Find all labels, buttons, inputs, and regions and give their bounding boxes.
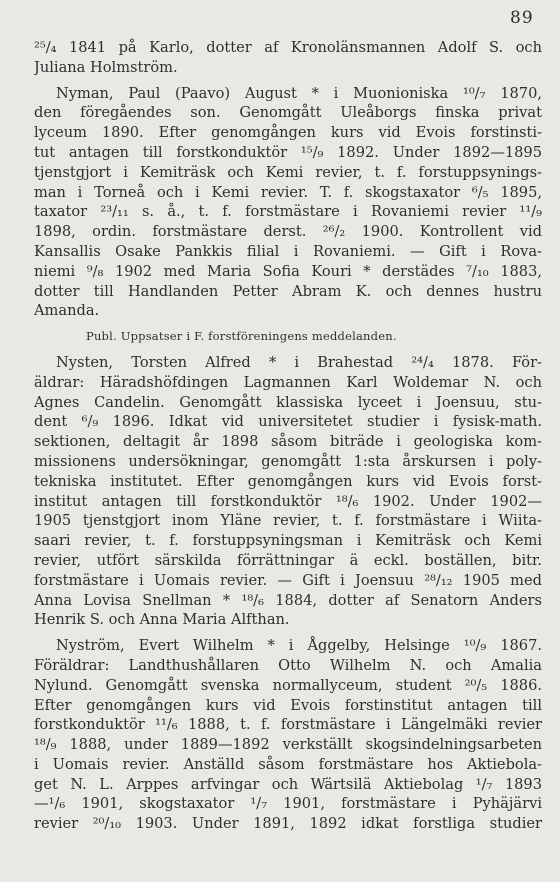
text-line: Efter genomgången kurs vid Evois forstinstitut antagen till [34,696,542,714]
text-line: dent ⁶/₉ 1896. Idkat vid universitetet studier i fysisk-math. [34,413,542,431]
text-line: dotter till Handlanden Petter Abram K. och dennes hustru [34,282,542,300]
text-line: Nysten, Torsten Alfred * i Brahestad ²⁴/₄ 1878. För- [56,353,542,371]
text-line: forstmästare i Uomais revier. — Gift i Joensuu ²⁸/₁₂ 1905 med [34,571,542,589]
text-line: missionens undersökningar, genomgått 1:sta årskursen i poly- [34,452,542,470]
text-line: Anna Lovisa Snellman * ¹⁸/₆ 1884, dotter af Senatorn Anders [34,591,542,609]
text-line: Nyman, Paul (Paavo) August * i Muonioniska ¹⁰/₇ 1870, [56,84,542,102]
publication-note: Publ. Uppsatser i F. forstföreningens meddelanden. [86,329,397,344]
page-number: 89 [510,8,534,28]
text-line: get N. L. Arppes arfvingar och Wärtsilä Aktiebolag ¹/₇ 1893 [34,775,542,793]
text-line: Juliana Holmström. [34,58,178,76]
text-line: Agnes Candelin. Genomgått klassiska lyceet i Joensuu, stu- [34,393,542,411]
text-line: den föregåendes son. Genomgått Uleåborgs finska privat [34,104,542,122]
text-line: niemi ⁹/₈ 1902 med Maria Sofia Kouri * derstädes ⁷/₁₀ 1883, [34,262,542,280]
text-line: lyceum 1890. Efter genomgången kurs vid Evois forstinsti- [34,124,542,142]
text-line: revier ²⁰/₁₀ 1903. Under 1891, 1892 idkat forstliga studier [34,815,542,833]
text-line: tjenstgjort i Kemiträsk och Kemi revier, t. f. forstuppsynings- [34,163,542,181]
text-line: Amanda. [34,302,100,320]
text-line: Nyström, Evert Wilhelm * i Åggelby, Helsinge ¹⁰/₉ 1867. [56,637,542,655]
text-line: tekniska institutet. Efter genomgången kurs vid Evois forst- [34,472,542,490]
text-line: Henrik S. och Anna Maria Alfthan. [34,611,290,629]
text-line: forstkonduktör ¹¹/₆ 1888, t. f. forstmästare i Längelmäki revier [34,716,542,734]
text-line: äldrar: Häradshöfdingen Lagmannen Karl Woldemar N. och [34,373,542,391]
text-line: Nylund. Genomgått svenska normallyceum, student ²⁰/₅ 1886. [34,676,542,694]
text-line: revier, utfört särskilda förrättningar ä eckl. boställen, bitr. [34,551,542,569]
text-line: ¹⁸/₉ 1888, under 1889—1892 verkställt skogsindelningsarbeten [34,736,542,754]
text-line: Kansallis Osake Pankkis filial i Rovaniemi. — Gift i Rova- [34,242,542,260]
body-text [34,38,542,834]
text-line: man i Torneå och i Kemi revier. T. f. skogstaxator ⁶/₅ 1895, [34,183,542,201]
text-line: —¹/₆ 1901, skogstaxator ¹/₇ 1901, forstmästare i Pyhäjärvi [34,795,542,813]
text-line: 1898, ordin. forstmästare derst. ²⁶/₂ 1900. Kontrollent vid [34,223,542,241]
text-line: i Uomais revier. Anställd såsom forstmästare hos Aktiebola- [34,755,542,773]
text-line: 1905 tjenstgjort inom Yläne revier, t. f. forstmästare i Wiita- [34,512,542,530]
text-line: taxator ²³/₁₁ s. å., t. f. forstmästare i Rovaniemi revier ¹¹/₉ [34,203,542,221]
text-line: tut antagen till forstkonduktör ¹⁵/₉ 1892. Under 1892—1895 [34,143,542,161]
text-line: Föräldrar: Landthushållaren Otto Wilhelm N. och Amalia [34,656,542,674]
text-line: sektionen, deltagit år 1898 såsom biträde i geologiska kom- [34,433,542,451]
text-line: institut antagen till forstkonduktör ¹⁸/₆ 1902. Under 1902— [34,492,542,510]
text-line: ²⁵/₄ 1841 på Karlo, dotter af Kronolänsmannen Adolf S. och [34,39,542,56]
text-line: saari revier, t. f. forstuppsyningsman i Kemiträsk och Kemi [34,532,542,550]
